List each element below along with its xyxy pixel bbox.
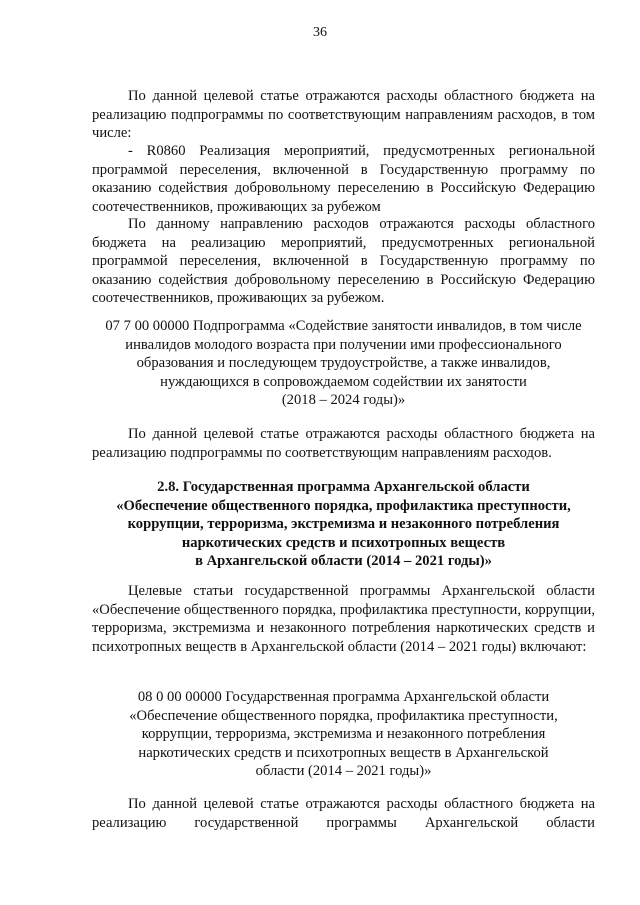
paragraph-r0860-item: - R0860 Реализация мероприятий, предусмотренных региональной программой переселения, включенной в Государственную программу по оказанию содействия добровольному переселению в Российскую Федерацию соотечественников, проживающих за рубежом <box>92 143 595 215</box>
paragraph-subprogram-expenses: По данной целевой статье отражаются расходы областного бюджета на реализацию подпрограммы по соответствующим направлениям расходов. <box>92 426 595 461</box>
paragraph-target-articles-intro: Целевые статьи государственной программы Архангельской области «Обеспечение общественного порядка, профилактика преступности, коррупции, терроризма, экстремизма и незаконного потребления наркотических средств и психотропных веществ в Архангельской области (2014 – 2021 годы) включают: <box>92 583 595 655</box>
program-title-line: «Обеспечение общественного порядка, профилактика преступности, <box>129 707 558 724</box>
paragraph-subprogram-expenses-intro: По данной целевой статье отражаются расходы областного бюджета на реализацию подпрограммы по соответствующим направлениям расходов, в том числе: <box>92 88 595 142</box>
paragraph-r0860-description: По данному направлению расходов отражаются расходы областного бюджета на реализацию мероприятий, предусмотренных региональной программой переселения, включенной в Государственную программу по оказанию содействия добровольному переселению в Российскую Федерацию соотечественников, проживающих за рубежом. <box>92 216 595 307</box>
section-heading-line: коррупции, терроризма, экстремизма и незаконного потребления <box>127 516 560 533</box>
subprogram-title-line: инвалидов молодого возраста при получении ими профессионального <box>125 336 562 353</box>
paragraph-program-expenses <box>92 795 595 832</box>
program-title-line: 08 0 00 00000 Государственная программа Архангельской области <box>137 689 550 705</box>
section-heading-line: 2.8. Государственная программа Архангельской области <box>157 479 530 495</box>
section-heading-line: в Архангельской области (2014 – 2021 годы)» <box>195 553 492 570</box>
section-heading-line: наркотических средств и психотропных веществ <box>181 534 506 551</box>
program-title-line: коррупции, терроризма, экстремизма и незаконного потребления <box>141 726 546 743</box>
paragraph-line: По данной целевой статье отражаются расходы областного бюджета на <box>128 796 595 812</box>
program-title-line: области (2014 – 2021 годы)» <box>255 763 432 780</box>
subprogram-title-line: нуждающихся в сопровождаемом содействии их занятости <box>160 373 527 390</box>
subprogram-title-07-7 <box>92 317 595 410</box>
program-title-line: наркотических средств и психотропных веществ в Архангельской <box>138 744 549 761</box>
section-heading-2-8 <box>92 478 595 571</box>
program-title-08-0 <box>92 688 595 781</box>
page-number: 36 <box>313 25 327 40</box>
subprogram-title-line: (2018 – 2024 годы)» <box>281 392 406 409</box>
paragraph-line: реализацию государственной программы Архангельской области <box>92 814 595 831</box>
subprogram-title-line: образования и последующем трудоустройстве, а также инвалидов, <box>136 355 551 372</box>
subprogram-title-line: 07 7 00 00000 Подпрограмма «Содействие занятости инвалидов, в том числе <box>105 318 582 334</box>
section-heading-line: «Обеспечение общественного порядка, профилактика преступности, <box>116 497 571 514</box>
